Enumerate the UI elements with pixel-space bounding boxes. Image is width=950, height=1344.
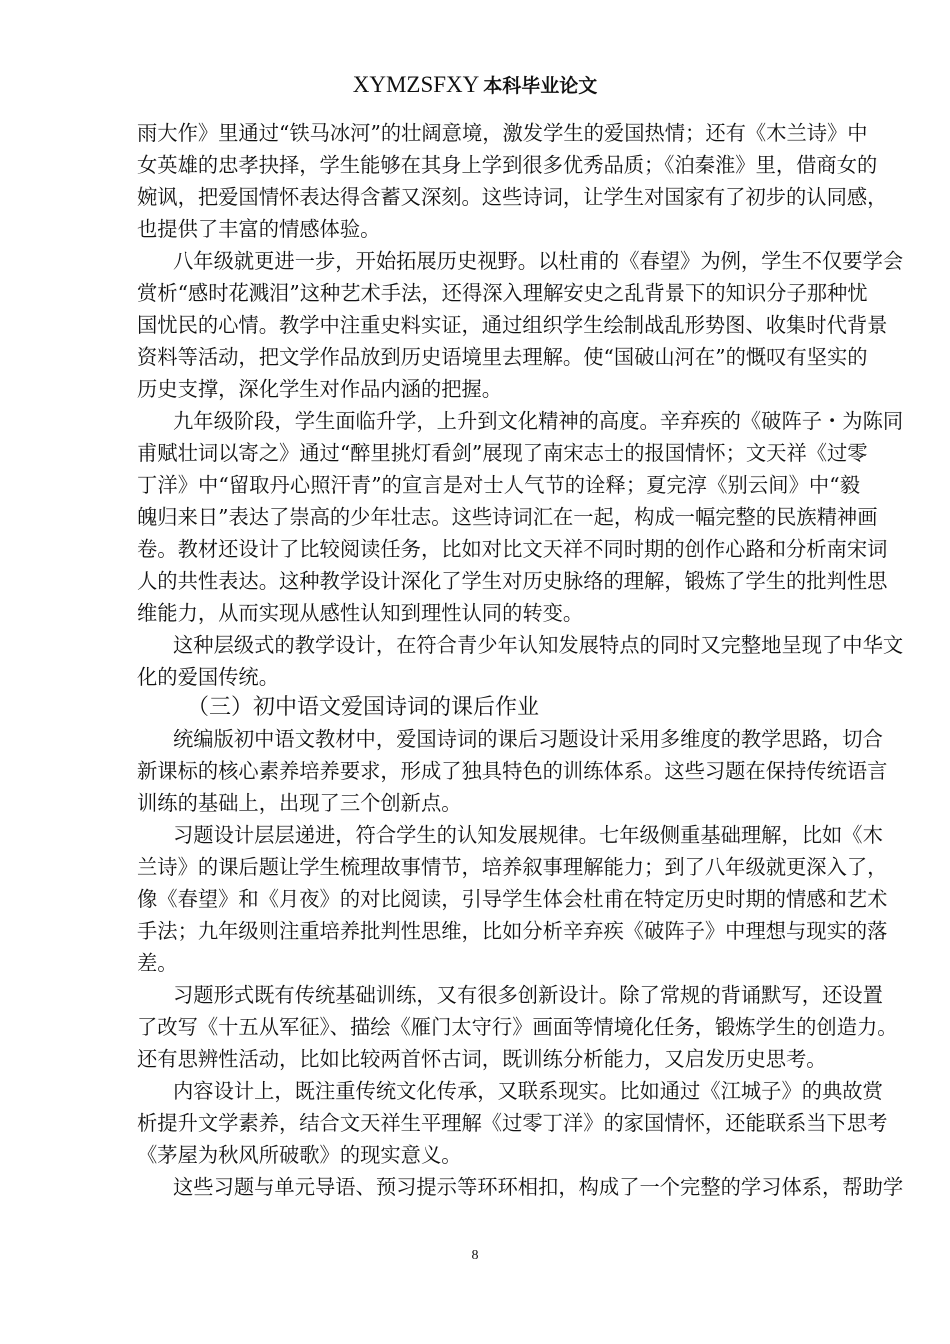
page-header [0, 70, 950, 101]
text-line: 手法；九年级则注重培养批判性思维，比如分析辛弃疾《破阵子》中理想与现实的落 [137, 919, 888, 943]
text-line: 《茅屋为秋风所破歌》的现实意义。 [137, 1143, 462, 1167]
text-line: 资料等活动，把文学作品放到历史语境里去理解。使“国破山河在”的慨叹有坚实的 [137, 345, 868, 369]
text-line: 兰诗》的课后题让学生梳理故事情节，培养叙事理解能力；到了八年级就更深入了， [137, 855, 888, 879]
paragraph [137, 629, 904, 693]
text-line: 历史支撑，深化学生对作品内涵的把握。 [137, 377, 503, 401]
text-line: 九年级阶段，学生面临升学，上升到文化精神的高度。辛弃疾的《破阵子・为陈同 [173, 409, 904, 433]
header-latin: XYMZSFXY [352, 72, 480, 97]
paragraph [137, 979, 898, 1075]
text-line: 新课标的核心素养培养要求，形成了独具特色的训练体系。这些习题在保持传统语言 [137, 759, 888, 783]
text-line: 魄归来日”表达了崇高的少年壮志。这些诗词汇在一起，构成一幅完整的民族精神画 [137, 505, 878, 529]
text-line: 像《春望》和《月夜》的对比阅读，引导学生体会杜甫在特定历史时期的情感和艺术 [137, 887, 888, 911]
text-line: 这种层级式的教学设计，在符合青少年认知发展特点的同时又完整地呈现了中华文 [173, 633, 904, 657]
paragraph [137, 1171, 904, 1203]
header-title: 本科毕业论文 [483, 75, 598, 97]
text-line: 内容设计上，既注重传统文化传承，又联系现实。比如通过《江城子》的典故赏 [173, 1079, 883, 1103]
section-heading [137, 693, 860, 723]
text-line: 了改写《十五从军征》、描绘《雁门太守行》画面等情境化任务，锻炼学生的创造力。 [137, 1015, 898, 1039]
text-line: 这些习题与单元导语、预习提示等环环相扣，构成了一个完整的学习体系，帮助学 [173, 1175, 904, 1199]
text-line: 雨大作》里通过“铁马冰河”的壮阔意境，激发学生的爱国热情；还有《木兰诗》中 [137, 121, 868, 145]
paragraph [137, 405, 904, 629]
text-line: 婉讽，把爱国情怀表达得含蓄又深刻。这些诗词，让学生对国家有了初步的认同感， [137, 185, 888, 209]
paragraph [137, 723, 888, 819]
text-line: 化的爱国传统。 [137, 665, 279, 689]
text-line: 卷。教材还设计了比较阅读任务，比如对比文天祥不同时期的创作心路和分析南宋词 [137, 537, 888, 561]
text-line: （三）初中语文爱国诗词的课后作业 [187, 695, 540, 720]
text-line: 差。 [137, 951, 178, 975]
text-line: 习题形式既有传统基础训练，又有很多创新设计。除了常规的背诵默写，还设置 [173, 983, 883, 1007]
text-line: 也提供了丰富的情感体验。 [137, 217, 381, 241]
paragraph [137, 245, 904, 405]
page-number: 8 [471, 1248, 479, 1263]
text-line: 析提升文学素养，结合文天祥生平理解《过零丁洋》的家国情怀，还能联系当下思考 [137, 1111, 888, 1135]
paragraph [137, 1075, 888, 1171]
text-line: 八年级就更进一步，开始拓展历史视野。以杜甫的《春望》为例，学生不仅要学会 [173, 249, 904, 273]
text-line: 女英雄的忠孝抉择，学生能够在其身上学到很多优秀品质；《泊秦淮》里，借商女的 [137, 153, 878, 177]
text-line: 还有思辨性活动，比如比较两首怀古词，既训练分析能力，又启发历史思考。 [137, 1047, 827, 1071]
document-body [137, 117, 904, 1203]
text-line: 赏析“感时花溅泪”这种艺术手法，还得深入理解安史之乱背景下的知识分子那种忧 [137, 281, 868, 305]
paragraph [137, 819, 888, 979]
text-line: 维能力，从而实现从感性认知到理性认同的转变。 [137, 601, 584, 625]
text-line: 甫赋壮词以寄之》通过“醉里挑灯看剑”展现了南宋志士的报国情怀；文天祥《过零 [137, 441, 868, 465]
text-line: 丁洋》中“留取丹心照汗青”的宣言是对士人气节的诠释；夏完淳《别云间》中“毅 [137, 473, 860, 497]
paragraph [137, 117, 888, 245]
text-line: 训练的基础上，出现了三个创新点。 [137, 791, 462, 815]
text-line: 国忧民的心情。教学中注重史料实证，通过组织学生绘制战乱形势图、收集时代背景 [137, 313, 888, 337]
text-line: 习题设计层层递进，符合学生的认知发展规律。七年级侧重基础理解，比如《木 [173, 823, 883, 847]
text-line: 人的共性表达。这种教学设计深化了学生对历史脉络的理解，锻炼了学生的批判性思 [137, 569, 888, 593]
text-line: 统编版初中语文教材中，爱国诗词的课后习题设计采用多维度的教学思路，切合 [173, 727, 883, 751]
